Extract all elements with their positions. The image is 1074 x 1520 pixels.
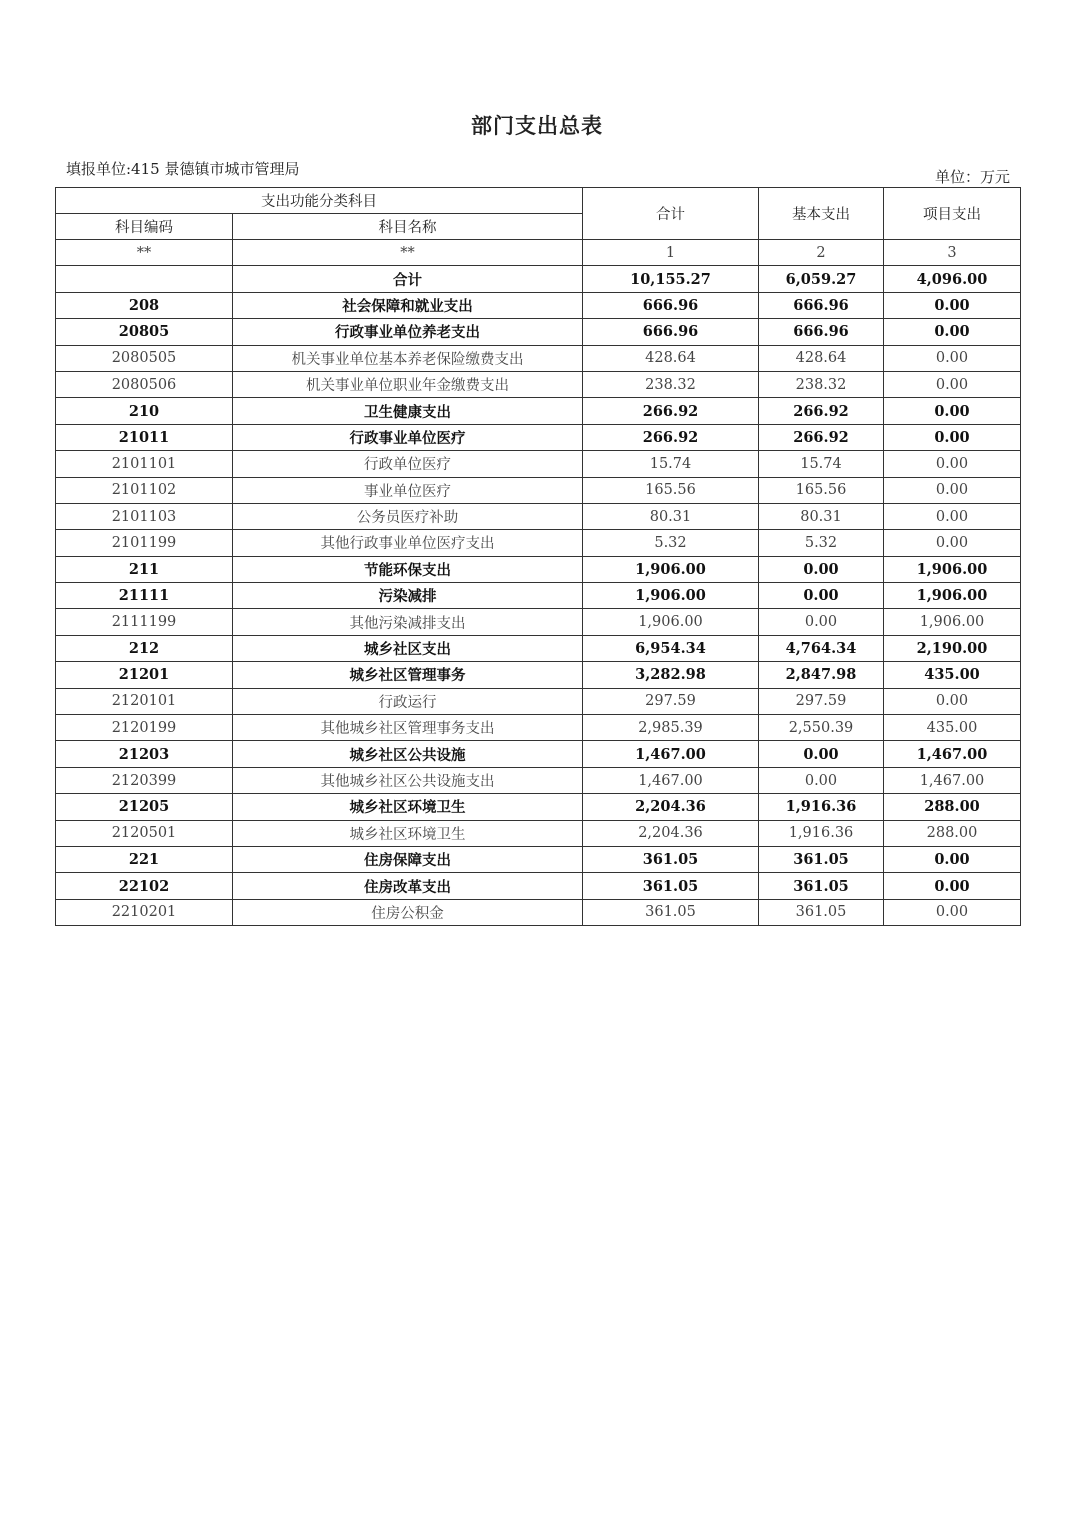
cell-basic: 0.00 bbox=[759, 741, 884, 767]
cell-code: 2101102 bbox=[56, 477, 233, 503]
cell-code: 2120199 bbox=[56, 715, 233, 741]
cell-code: 2210201 bbox=[56, 899, 233, 925]
table-row bbox=[56, 583, 1021, 609]
cell-total: 1,906.00 bbox=[583, 609, 759, 635]
cell-name: 合计 bbox=[233, 266, 583, 292]
cell-project: 0.00 bbox=[884, 424, 1021, 450]
cell-name: 其他行政事业单位医疗支出 bbox=[233, 530, 583, 556]
cell-basic: 0.00 bbox=[759, 767, 884, 793]
table-row bbox=[56, 477, 1021, 503]
cell-name: 机关事业单位职业年金缴费支出 bbox=[233, 371, 583, 397]
cell-code: 2120101 bbox=[56, 688, 233, 714]
table-row bbox=[56, 820, 1021, 846]
cell-code: 2111199 bbox=[56, 609, 233, 635]
table-row bbox=[56, 451, 1021, 477]
cell-name: 城乡社区环境卫生 bbox=[233, 794, 583, 820]
table-row bbox=[56, 371, 1021, 397]
cell-name: 行政运行 bbox=[233, 688, 583, 714]
table-row bbox=[56, 609, 1021, 635]
cell-total: 266.92 bbox=[583, 398, 759, 424]
cell-name: 住房保障支出 bbox=[233, 846, 583, 872]
cell-code: 22102 bbox=[56, 873, 233, 899]
header-function-category: 支出功能分类科目 bbox=[56, 188, 583, 214]
table-row bbox=[56, 556, 1021, 582]
cell-total: 10,155.27 bbox=[583, 266, 759, 292]
cell-project: 1,906.00 bbox=[884, 556, 1021, 582]
cell-basic: 1,916.36 bbox=[759, 794, 884, 820]
cell-project: 0.00 bbox=[884, 345, 1021, 371]
cell-code: 210 bbox=[56, 398, 233, 424]
cell-project: 435.00 bbox=[884, 662, 1021, 688]
cell-name: 卫生健康支出 bbox=[233, 398, 583, 424]
cell-code: 2101199 bbox=[56, 530, 233, 556]
cell-project: 0.00 bbox=[884, 451, 1021, 477]
cell-code: 21201 bbox=[56, 662, 233, 688]
cell-basic: 361.05 bbox=[759, 846, 884, 872]
cell-name: 城乡社区支出 bbox=[233, 635, 583, 661]
cell-name: 节能环保支出 bbox=[233, 556, 583, 582]
cell-basic: 15.74 bbox=[759, 451, 884, 477]
cell-project: 0.00 bbox=[884, 477, 1021, 503]
cell-total: 3,282.98 bbox=[583, 662, 759, 688]
cell-name: 住房改革支出 bbox=[233, 873, 583, 899]
cell-project: 0.00 bbox=[884, 292, 1021, 318]
cell-basic: 80.31 bbox=[759, 503, 884, 529]
expenditure-table bbox=[55, 187, 1021, 926]
cell-name: 行政事业单位医疗 bbox=[233, 424, 583, 450]
cell-code: 21111 bbox=[56, 583, 233, 609]
cell-name: 事业单位医疗 bbox=[233, 477, 583, 503]
cell-basic: 1,916.36 bbox=[759, 820, 884, 846]
cell-basic: 4,764.34 bbox=[759, 635, 884, 661]
cell-basic: 5.32 bbox=[759, 530, 884, 556]
table-row bbox=[56, 266, 1021, 292]
cell-basic: 428.64 bbox=[759, 345, 884, 371]
table-row bbox=[56, 319, 1021, 345]
cell-name: 城乡社区公共设施 bbox=[233, 741, 583, 767]
cell-total: 2,985.39 bbox=[583, 715, 759, 741]
cell-basic: 0.00 bbox=[759, 609, 884, 635]
cell-total: 297.59 bbox=[583, 688, 759, 714]
index-cell: ** bbox=[233, 240, 583, 266]
money-unit-label: 单位：万元 bbox=[934, 168, 1010, 186]
cell-basic: 238.32 bbox=[759, 371, 884, 397]
header-basic: 基本支出 bbox=[759, 188, 884, 240]
cell-code bbox=[56, 266, 233, 292]
table-row bbox=[56, 899, 1021, 925]
cell-project: 1,906.00 bbox=[884, 583, 1021, 609]
cell-project: 0.00 bbox=[884, 873, 1021, 899]
cell-total: 361.05 bbox=[583, 899, 759, 925]
cell-project: 1,467.00 bbox=[884, 741, 1021, 767]
cell-code: 2101103 bbox=[56, 503, 233, 529]
cell-total: 266.92 bbox=[583, 424, 759, 450]
cell-project: 0.00 bbox=[884, 530, 1021, 556]
cell-code: 20805 bbox=[56, 319, 233, 345]
cell-code: 21011 bbox=[56, 424, 233, 450]
cell-code: 21205 bbox=[56, 794, 233, 820]
cell-total: 361.05 bbox=[583, 873, 759, 899]
cell-project: 0.00 bbox=[884, 688, 1021, 714]
cell-basic: 666.96 bbox=[759, 319, 884, 345]
cell-total: 1,906.00 bbox=[583, 583, 759, 609]
cell-code: 2101101 bbox=[56, 451, 233, 477]
index-cell: 2 bbox=[759, 240, 884, 266]
cell-project: 0.00 bbox=[884, 398, 1021, 424]
header-name: 科目名称 bbox=[233, 214, 583, 240]
table-row bbox=[56, 662, 1021, 688]
table-row bbox=[56, 741, 1021, 767]
cell-name: 其他污染减排支出 bbox=[233, 609, 583, 635]
cell-total: 80.31 bbox=[583, 503, 759, 529]
cell-code: 212 bbox=[56, 635, 233, 661]
cell-total: 1,467.00 bbox=[583, 767, 759, 793]
cell-project: 288.00 bbox=[884, 820, 1021, 846]
cell-project: 0.00 bbox=[884, 846, 1021, 872]
cell-basic: 361.05 bbox=[759, 899, 884, 925]
cell-name: 其他城乡社区公共设施支出 bbox=[233, 767, 583, 793]
cell-basic: 266.92 bbox=[759, 424, 884, 450]
header-code: 科目编码 bbox=[56, 214, 233, 240]
table-row bbox=[56, 292, 1021, 318]
cell-name: 行政事业单位养老支出 bbox=[233, 319, 583, 345]
cell-total: 1,467.00 bbox=[583, 741, 759, 767]
cell-name: 公务员医疗补助 bbox=[233, 503, 583, 529]
cell-project: 288.00 bbox=[884, 794, 1021, 820]
header-total: 合计 bbox=[583, 188, 759, 240]
table-row bbox=[56, 345, 1021, 371]
cell-basic: 0.00 bbox=[759, 556, 884, 582]
page-title: 部门支出总表 bbox=[471, 113, 603, 138]
cell-name: 污染减排 bbox=[233, 583, 583, 609]
cell-total: 428.64 bbox=[583, 345, 759, 371]
cell-basic: 361.05 bbox=[759, 873, 884, 899]
cell-project: 0.00 bbox=[884, 371, 1021, 397]
fill-unit-label: 填报单位:415 景德镇市城市管理局 bbox=[66, 160, 300, 178]
cell-total: 666.96 bbox=[583, 292, 759, 318]
cell-code: 2080506 bbox=[56, 371, 233, 397]
table-row bbox=[56, 398, 1021, 424]
cell-code: 2120399 bbox=[56, 767, 233, 793]
cell-code: 2080505 bbox=[56, 345, 233, 371]
cell-basic: 297.59 bbox=[759, 688, 884, 714]
cell-name: 行政单位医疗 bbox=[233, 451, 583, 477]
cell-name: 其他城乡社区管理事务支出 bbox=[233, 715, 583, 741]
cell-name: 城乡社区管理事务 bbox=[233, 662, 583, 688]
cell-project: 1,467.00 bbox=[884, 767, 1021, 793]
index-cell: ** bbox=[56, 240, 233, 266]
cell-project: 1,906.00 bbox=[884, 609, 1021, 635]
cell-project: 0.00 bbox=[884, 503, 1021, 529]
cell-name: 城乡社区环境卫生 bbox=[233, 820, 583, 846]
cell-total: 666.96 bbox=[583, 319, 759, 345]
cell-basic: 165.56 bbox=[759, 477, 884, 503]
cell-name: 机关事业单位基本养老保险缴费支出 bbox=[233, 345, 583, 371]
cell-basic: 2,847.98 bbox=[759, 662, 884, 688]
cell-total: 1,906.00 bbox=[583, 556, 759, 582]
table-row bbox=[56, 715, 1021, 741]
cell-project: 4,096.00 bbox=[884, 266, 1021, 292]
cell-total: 2,204.36 bbox=[583, 794, 759, 820]
cell-project: 435.00 bbox=[884, 715, 1021, 741]
cell-total: 6,954.34 bbox=[583, 635, 759, 661]
cell-name: 社会保障和就业支出 bbox=[233, 292, 583, 318]
cell-basic: 6,059.27 bbox=[759, 266, 884, 292]
table-row bbox=[56, 846, 1021, 872]
cell-basic: 666.96 bbox=[759, 292, 884, 318]
cell-total: 361.05 bbox=[583, 846, 759, 872]
table-row bbox=[56, 530, 1021, 556]
cell-name: 住房公积金 bbox=[233, 899, 583, 925]
cell-code: 208 bbox=[56, 292, 233, 318]
cell-basic: 266.92 bbox=[759, 398, 884, 424]
cell-project: 0.00 bbox=[884, 899, 1021, 925]
table-row bbox=[56, 503, 1021, 529]
cell-code: 21203 bbox=[56, 741, 233, 767]
cell-code: 221 bbox=[56, 846, 233, 872]
header-project: 项目支出 bbox=[884, 188, 1021, 240]
table-row bbox=[56, 873, 1021, 899]
table-row bbox=[56, 688, 1021, 714]
table-row bbox=[56, 794, 1021, 820]
index-cell: 3 bbox=[884, 240, 1021, 266]
cell-basic: 0.00 bbox=[759, 583, 884, 609]
cell-total: 2,204.36 bbox=[583, 820, 759, 846]
cell-total: 15.74 bbox=[583, 451, 759, 477]
cell-project: 2,190.00 bbox=[884, 635, 1021, 661]
cell-code: 211 bbox=[56, 556, 233, 582]
table-row bbox=[56, 424, 1021, 450]
cell-total: 165.56 bbox=[583, 477, 759, 503]
table-row bbox=[56, 635, 1021, 661]
cell-total: 5.32 bbox=[583, 530, 759, 556]
cell-code: 2120501 bbox=[56, 820, 233, 846]
cell-total: 238.32 bbox=[583, 371, 759, 397]
index-cell: 1 bbox=[583, 240, 759, 266]
cell-basic: 2,550.39 bbox=[759, 715, 884, 741]
table-row bbox=[56, 767, 1021, 793]
cell-project: 0.00 bbox=[884, 319, 1021, 345]
